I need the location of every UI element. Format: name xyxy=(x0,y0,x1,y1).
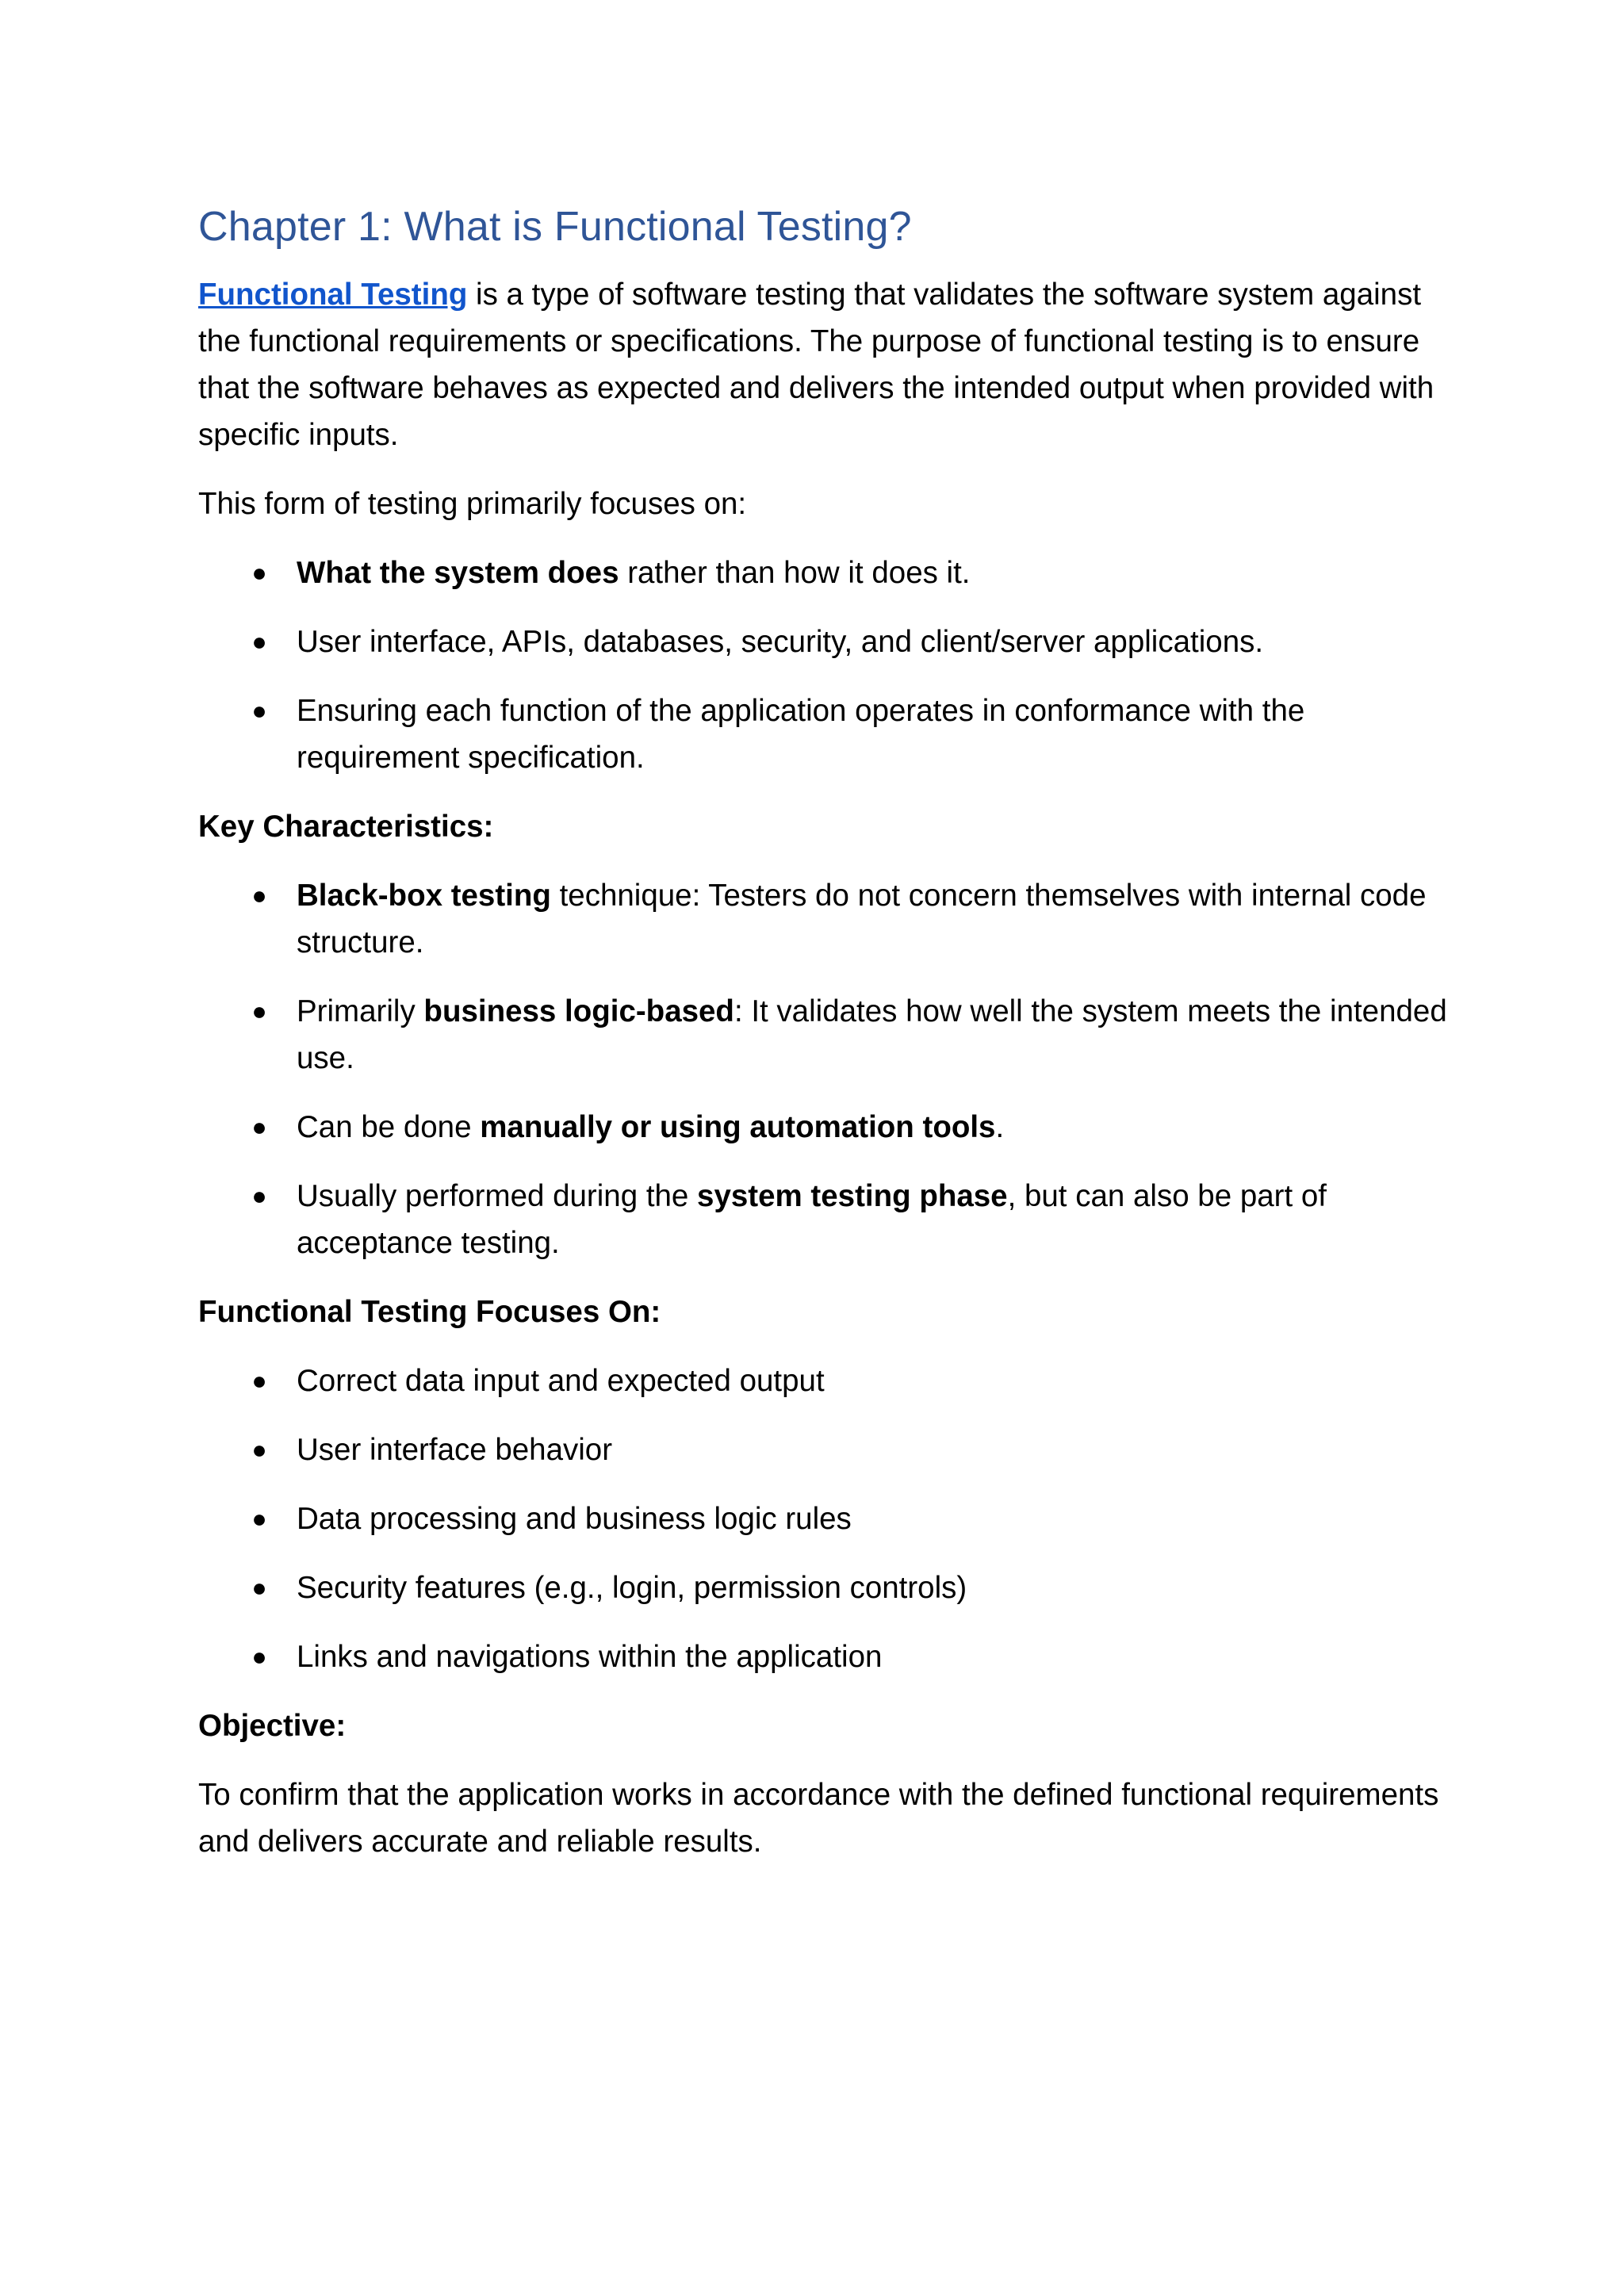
bullet-icon: ● xyxy=(251,881,267,910)
list-item-text: Security features (e.g., login, permission controls) xyxy=(297,1571,967,1605)
list-item xyxy=(198,1564,1451,1611)
list-item-bold: manually or using automation tools xyxy=(480,1110,996,1144)
intro-paragraph xyxy=(198,271,1451,458)
list-item xyxy=(198,988,1451,1082)
list-item-bold: What the system does xyxy=(297,556,619,590)
list-item-text: : It validates how well the system meets the intended use. xyxy=(297,994,1447,1075)
focus-lead: This form of testing primarily focuses on: xyxy=(198,487,747,521)
bullet-icon: ● xyxy=(251,1573,267,1602)
bullet-icon: ● xyxy=(251,1366,267,1395)
list-item-text: Correct data input and expected output xyxy=(297,1364,825,1398)
functional-testing-link[interactable]: Functional Testing xyxy=(198,278,468,312)
bullet-icon: ● xyxy=(251,627,267,656)
list-item-pre: Can be done xyxy=(297,1110,481,1144)
focuses-on-heading: Functional Testing Focuses On: xyxy=(198,1295,661,1329)
bullet-icon: ● xyxy=(251,1642,267,1671)
bullet-icon: ● xyxy=(251,558,267,587)
list-item xyxy=(198,1633,1451,1680)
list-item-text: technique: Testers do not concern themselves with internal code structure. xyxy=(297,879,1427,959)
focus-list xyxy=(198,550,1451,781)
list-item-text: Links and navigations within the application xyxy=(297,1640,883,1674)
list-item xyxy=(198,1496,1451,1542)
bullet-icon: ● xyxy=(251,1504,267,1533)
bullet-icon: ● xyxy=(251,1181,267,1210)
list-item-pre: Primarily xyxy=(297,994,424,1028)
list-item-bold: system testing phase xyxy=(697,1179,1008,1213)
list-item-text: User interface, APIs, databases, security, and client/server applications. xyxy=(297,625,1264,659)
intro-text: is a type of software testing that validates the software system against the functional requirements or specifications. The purpose of functional testing is to ensure that the software behaves as expected and delivers the intended output when provided with specific inputs. xyxy=(198,278,1434,452)
list-item xyxy=(198,550,1451,596)
list-item-pre: Usually performed during the xyxy=(297,1179,698,1213)
list-item xyxy=(198,618,1451,665)
list-item-text: User interface behavior xyxy=(297,1433,613,1467)
objective-paragraph: To confirm that the application works in accordance with the defined functional requirements and delivers accurate and reliable results. xyxy=(198,1778,1439,1859)
list-item xyxy=(198,1104,1451,1151)
list-item xyxy=(198,1173,1451,1266)
list-item xyxy=(198,872,1451,966)
objective-heading: Objective: xyxy=(198,1709,347,1743)
key-characteristics-list xyxy=(198,872,1451,1266)
bullet-icon: ● xyxy=(251,1113,267,1141)
list-item-text: rather than how it does it. xyxy=(619,556,971,590)
list-item-bold: business logic-based xyxy=(423,994,734,1028)
bullet-icon: ● xyxy=(251,997,267,1025)
focuses-on-list xyxy=(198,1358,1451,1680)
bullet-icon: ● xyxy=(251,696,267,725)
bullet-icon: ● xyxy=(251,1435,267,1464)
list-item-text: , but can also be part of acceptance testing. xyxy=(297,1179,1327,1260)
document-content xyxy=(198,200,1451,1865)
list-item-text: Data processing and business logic rules xyxy=(297,1502,852,1536)
list-item xyxy=(198,1427,1451,1473)
list-item-text: Ensuring each function of the application operates in conformance with the requirement specification. xyxy=(297,694,1305,775)
key-characteristics-heading: Key Characteristics: xyxy=(198,810,494,844)
chapter-title: Chapter 1: What is Functional Testing? xyxy=(198,204,912,250)
list-item-text: . xyxy=(995,1110,1005,1144)
list-item-bold: Black-box testing xyxy=(297,879,551,913)
list-item xyxy=(198,1358,1451,1404)
list-item xyxy=(198,687,1451,781)
